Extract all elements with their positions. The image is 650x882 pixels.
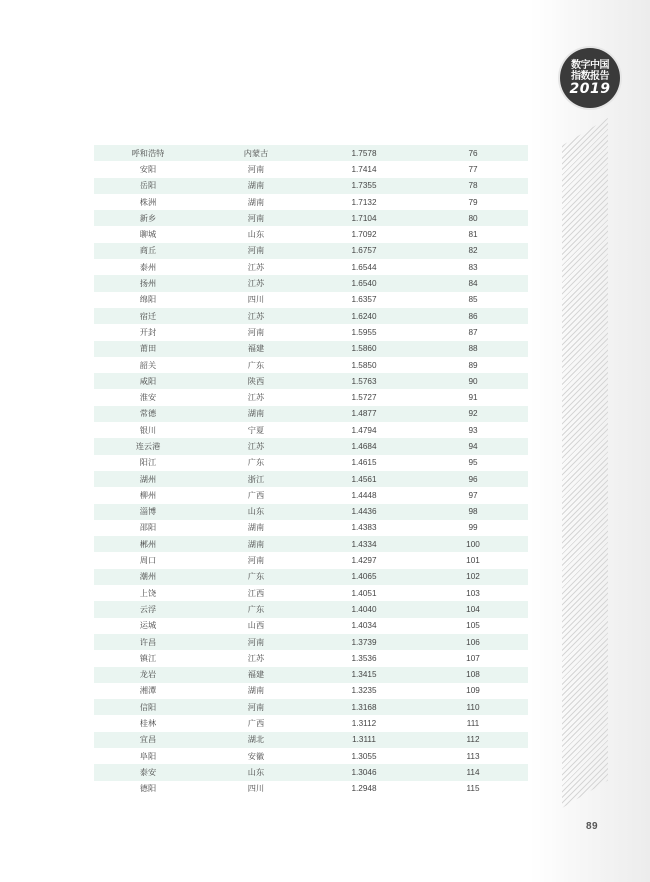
- table-row: [94, 292, 528, 308]
- table-row: [94, 341, 528, 357]
- index-score: 1.5850: [351, 360, 377, 370]
- province-name: 河南: [247, 327, 265, 337]
- index-score: 1.7092: [351, 230, 377, 240]
- index-score: 1.3111: [352, 735, 376, 745]
- index-score: 1.4436: [351, 507, 377, 517]
- city-name: 泰安: [139, 767, 157, 777]
- table-row: [94, 552, 528, 568]
- index-score: 1.3739: [351, 637, 377, 647]
- index-score: 1.4034: [351, 621, 377, 631]
- province-name: 江苏: [247, 311, 265, 321]
- index-score: 1.5955: [351, 327, 377, 337]
- hatch-decoration: [562, 118, 608, 808]
- city-name: 新乡: [139, 213, 157, 223]
- province-name: 湖南: [247, 523, 265, 533]
- city-name: 云浮: [139, 604, 157, 614]
- table-row: [94, 275, 528, 291]
- rank: 101: [466, 556, 480, 566]
- city-name: 扬州: [139, 279, 157, 289]
- index-score: 1.3168: [351, 702, 377, 712]
- rank: 95: [468, 458, 478, 468]
- rank: 82: [468, 246, 478, 256]
- table-row: [94, 324, 528, 340]
- city-name: 柳州: [139, 490, 157, 500]
- rank: 80: [468, 213, 478, 223]
- rank: 104: [466, 604, 480, 614]
- province-name: 湖南: [247, 181, 265, 191]
- index-score: 1.5727: [351, 393, 377, 403]
- city-name: 聊城: [139, 230, 157, 240]
- rank: 86: [468, 311, 478, 321]
- index-score: 1.4561: [351, 474, 377, 484]
- rank: 83: [468, 262, 478, 272]
- index-score: 1.4615: [351, 458, 377, 468]
- rank: 97: [468, 490, 478, 500]
- table-row: [94, 569, 528, 585]
- city-name: 泰州: [139, 262, 157, 272]
- city-name: 商丘: [139, 246, 157, 256]
- table-row: [94, 194, 528, 210]
- table-row: [94, 145, 528, 161]
- badge-year: 2019: [569, 81, 611, 97]
- index-score: 1.4051: [351, 588, 377, 598]
- rank: 87: [468, 327, 478, 337]
- province-name: 山西: [247, 621, 265, 631]
- table-row: [94, 732, 528, 748]
- city-name: 银川: [139, 425, 157, 435]
- province-name: 湖北: [247, 735, 265, 745]
- index-score: 1.5763: [351, 376, 377, 386]
- province-name: 四川: [247, 295, 265, 305]
- city-name: 镇江: [139, 653, 157, 663]
- table-row: [94, 178, 528, 194]
- province-name: 广东: [247, 360, 265, 370]
- index-score: 1.6357: [351, 295, 377, 305]
- province-name: 湖南: [247, 409, 265, 419]
- city-name: 龙岩: [139, 670, 157, 680]
- table-row: [94, 389, 528, 405]
- city-name: 淮安: [139, 393, 157, 403]
- page-number: 89: [586, 821, 599, 832]
- rank: 90: [468, 376, 478, 386]
- rank: 98: [468, 507, 478, 517]
- city-name: 湖州: [139, 474, 157, 484]
- city-name: 常德: [139, 409, 157, 419]
- table-row: [94, 781, 528, 797]
- rank: 89: [468, 360, 478, 370]
- city-name: 韶关: [139, 360, 157, 370]
- table-row: [94, 455, 528, 471]
- city-name: 绵阳: [139, 295, 157, 305]
- city-name: 安阳: [139, 164, 157, 174]
- province-name: 江苏: [247, 279, 265, 289]
- city-name: 邵阳: [139, 523, 157, 533]
- rank: 111: [466, 719, 480, 729]
- index-score: 1.6240: [351, 311, 377, 321]
- city-name: 阜阳: [139, 751, 157, 761]
- index-score: 1.3046: [351, 767, 377, 777]
- index-score: 1.7414: [351, 164, 377, 174]
- province-name: 宁夏: [247, 425, 265, 435]
- table-row: [94, 210, 528, 226]
- rank: 77: [468, 164, 478, 174]
- report-badge: [560, 48, 620, 108]
- province-name: 广东: [247, 458, 265, 468]
- rank: 105: [466, 621, 480, 631]
- table-row: [94, 667, 528, 683]
- province-name: 湖南: [247, 197, 265, 207]
- province-name: 河南: [247, 637, 265, 647]
- rank: 109: [466, 686, 480, 696]
- province-name: 内蒙古: [243, 148, 269, 158]
- rank: 114: [466, 767, 480, 777]
- rank: 79: [468, 197, 478, 207]
- rank: 88: [468, 344, 478, 354]
- city-name: 莆田: [139, 344, 157, 354]
- rank: 100: [466, 539, 480, 549]
- province-name: 福建: [247, 670, 265, 680]
- index-score: 1.4334: [351, 539, 377, 549]
- province-name: 福建: [247, 344, 265, 354]
- rank: 103: [466, 588, 480, 598]
- table-row: [94, 487, 528, 503]
- city-name: 郴州: [139, 539, 157, 549]
- province-name: 江苏: [247, 441, 265, 451]
- province-name: 江苏: [247, 653, 265, 663]
- index-score: 1.2948: [351, 784, 377, 794]
- province-name: 四川: [247, 784, 265, 794]
- city-name: 株洲: [139, 197, 157, 207]
- table-row: [94, 634, 528, 650]
- table-row: [94, 504, 528, 520]
- index-score: 1.4794: [351, 425, 377, 435]
- index-score: 1.7132: [351, 197, 377, 207]
- rank: 78: [468, 181, 478, 191]
- rank: 96: [468, 474, 478, 484]
- table-row: [94, 520, 528, 536]
- province-name: 山东: [247, 230, 265, 240]
- province-name: 广东: [247, 604, 265, 614]
- index-score: 1.4877: [351, 409, 377, 419]
- rank: 106: [466, 637, 480, 647]
- province-name: 河南: [247, 702, 265, 712]
- table-row: [94, 308, 528, 324]
- city-name: 呼和浩特: [131, 148, 165, 158]
- city-name: 许昌: [139, 637, 157, 647]
- index-score: 1.5860: [351, 344, 377, 354]
- index-score: 1.4684: [351, 441, 377, 451]
- table-row: [94, 536, 528, 552]
- city-name: 连云港: [135, 441, 161, 451]
- city-name: 阳江: [139, 458, 157, 468]
- rank: 102: [466, 572, 480, 582]
- province-name: 广西: [247, 719, 265, 729]
- city-name: 运城: [139, 621, 157, 631]
- table-row: [94, 650, 528, 666]
- rank: 107: [466, 653, 480, 663]
- province-name: 山东: [247, 507, 265, 517]
- city-name: 宜昌: [139, 735, 157, 745]
- index-score: 1.7355: [351, 181, 377, 191]
- index-score: 1.3112: [351, 719, 377, 729]
- city-name: 咸阳: [139, 376, 157, 386]
- index-score: 1.6544: [351, 262, 377, 272]
- rank: 85: [468, 295, 478, 305]
- badge-line2: 指数报告: [571, 71, 609, 82]
- index-score: 1.4448: [351, 490, 377, 500]
- city-name: 德阳: [139, 784, 157, 794]
- rank: 92: [468, 409, 478, 419]
- rank: 94: [468, 441, 478, 451]
- rank: 84: [468, 279, 478, 289]
- table-row: [94, 373, 528, 389]
- index-score: 1.3235: [351, 686, 377, 696]
- city-ranking-table: [94, 145, 528, 797]
- city-name: 岳阳: [139, 181, 157, 191]
- rank: 93: [468, 425, 478, 435]
- table-row: [94, 748, 528, 764]
- rank: 112: [466, 735, 480, 745]
- index-score: 1.4297: [351, 556, 377, 566]
- table-row: [94, 161, 528, 177]
- city-name: 潮州: [139, 572, 157, 582]
- city-name: 周口: [139, 556, 157, 566]
- table-row: [94, 243, 528, 259]
- rank: 115: [466, 784, 480, 794]
- table-row: [94, 259, 528, 275]
- table-row: [94, 764, 528, 780]
- city-name: 湘潭: [139, 686, 157, 696]
- index-score: 1.7578: [351, 148, 377, 158]
- province-name: 河南: [247, 164, 265, 174]
- table-row: [94, 601, 528, 617]
- table-row: [94, 357, 528, 373]
- province-name: 江苏: [247, 262, 265, 272]
- rank: 110: [466, 702, 480, 712]
- index-score: 1.3055: [351, 751, 377, 761]
- index-score: 1.3536: [351, 653, 377, 663]
- rank: 108: [466, 670, 480, 680]
- table-row: [94, 683, 528, 699]
- province-name: 河南: [247, 246, 265, 256]
- rank: 76: [468, 148, 478, 158]
- province-name: 湖南: [247, 686, 265, 696]
- city-name: 桂林: [139, 719, 157, 729]
- index-score: 1.4065: [351, 572, 377, 582]
- province-name: 广西: [247, 490, 265, 500]
- table-row: [94, 618, 528, 634]
- rank: 81: [468, 230, 478, 240]
- province-name: 浙江: [247, 474, 265, 484]
- index-score: 1.4040: [351, 604, 377, 614]
- index-score: 1.6540: [351, 279, 377, 289]
- province-name: 江西: [247, 588, 265, 598]
- table-row: [94, 585, 528, 601]
- province-name: 河南: [247, 556, 265, 566]
- city-name: 淄博: [139, 507, 157, 517]
- city-name: 宿迁: [139, 311, 157, 321]
- table-row: [94, 406, 528, 422]
- province-name: 安徽: [247, 751, 265, 761]
- city-name: 信阳: [139, 702, 157, 712]
- rank: 99: [468, 523, 478, 533]
- index-score: 1.7104: [351, 213, 377, 223]
- table-row: [94, 699, 528, 715]
- table-row: [94, 471, 528, 487]
- rank: 113: [466, 751, 480, 761]
- province-name: 陕西: [247, 376, 265, 386]
- province-name: 广东: [247, 572, 265, 582]
- table-row: [94, 438, 528, 454]
- index-score: 1.4383: [351, 523, 377, 533]
- badge-line1: 数字中国: [571, 60, 609, 71]
- province-name: 湖南: [247, 539, 265, 549]
- city-name: 上饶: [139, 588, 157, 598]
- rank: 91: [468, 393, 478, 403]
- province-name: 江苏: [247, 393, 265, 403]
- table-row: [94, 715, 528, 731]
- index-score: 1.6757: [351, 246, 377, 256]
- province-name: 河南: [247, 213, 265, 223]
- index-score: 1.3415: [351, 670, 377, 680]
- table-row: [94, 226, 528, 242]
- city-name: 开封: [139, 327, 157, 337]
- table-row: [94, 422, 528, 438]
- province-name: 山东: [247, 767, 265, 777]
